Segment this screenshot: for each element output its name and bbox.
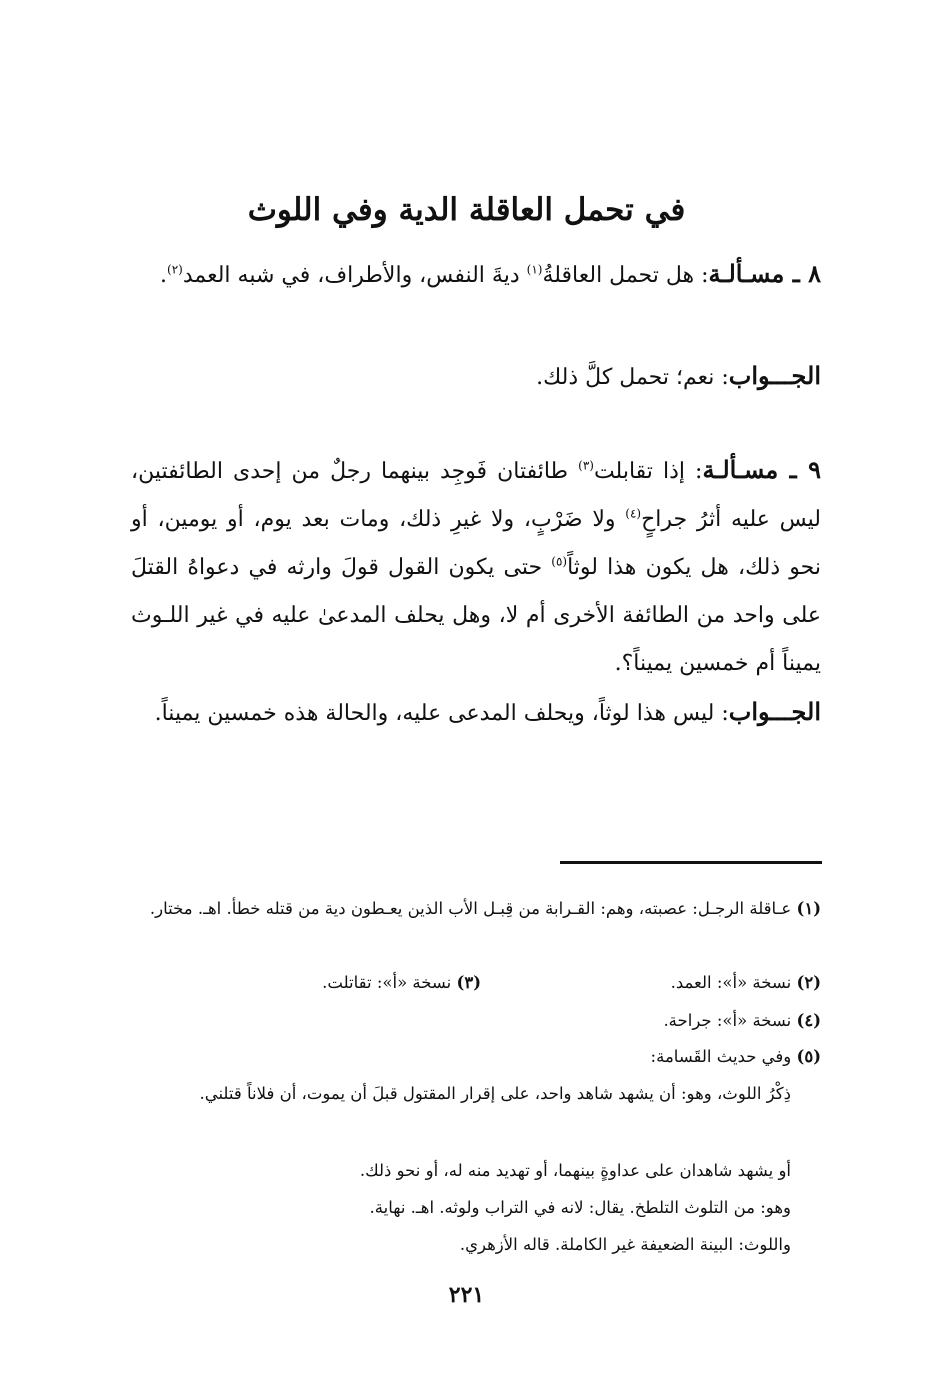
footnote-2-number: (٢) (796, 973, 821, 992)
question-8 (131, 250, 821, 300)
footnote-5-line-2: أو يشهد شاهدان على عداوةٍ بينهما، أو تهديد منه له، أو نحو ذلك. (359, 1161, 791, 1180)
footnote-separator (560, 861, 822, 864)
question-8-text-a: : هل تحمل العاقلةُ (542, 263, 709, 288)
question-9 (131, 446, 821, 688)
question-8-label: ٨ ـ مسـألـة (708, 259, 821, 288)
question-8-text-b: ديةَ النفس، والأطراف، في شبه العمد (182, 263, 527, 288)
footnote-2-text: نسخة «أ»: العمد. (670, 973, 792, 992)
answer-9-text: : ليس هذا لوثاً، ويحلف المدعى عليه، والحالة هذه خمسين يميناً. (154, 701, 729, 726)
question-9-text-a: : إذا تقابلت (593, 459, 703, 484)
question-9-text-c: ولا ضَرْبٍ، ولا غيرِ ذلك، ومات بعد يوم، أو يومين، أو نحو ذلك، هل يكون هذا لوثاً (131, 507, 822, 580)
footnote-2-3-row (131, 967, 821, 998)
footnote-ref-3: (٣) (578, 458, 594, 473)
footnote-5-line-4: واللوث: البينة الضعيفة غير الكاملة. قاله الأزهري. (459, 1235, 791, 1254)
footnote-3-number: (٣) (456, 973, 481, 992)
footnote-ref-2: (٢) (167, 262, 183, 277)
question-8-text-c: . (160, 263, 168, 288)
footnote-5-number: (٥) (796, 1047, 821, 1066)
footnote-5-text: وفي حديث القَسامة: (650, 1047, 792, 1066)
answer-8-label: الجـــواب (728, 361, 821, 390)
footnote-ref-1: (١) (526, 262, 543, 277)
question-9-text-d: حتى يكون القول قولَ وارثه في دعواهُ القتلَ على واحد من الطائفة الأخرى أم لا، وهل يحلف المدعىٰ عليه في غير اللـوث يميناً أم خمسين يميناً؟. (131, 555, 821, 676)
question-9-text-b: طائفتان فَوجِد بينهما رجلٌ من إحدى الطائفتين، ليس عليه أثرُ جراحٍ (131, 459, 822, 532)
footnote-3-text: نسخة «أ»: تقاتلت. (322, 973, 452, 992)
footnote-1 (131, 893, 821, 924)
footnote-5 (131, 1041, 821, 1072)
footnote-5-line-3: وهو: من التلوث التلطخ. يقال: لانه في التراب ولوثه. اهـ. نهاية. (369, 1198, 791, 1217)
answer-9 (131, 688, 821, 738)
footnote-3 (322, 967, 481, 998)
footnote-4 (131, 1005, 821, 1036)
footnote-4-number: (٤) (796, 1011, 821, 1030)
footnote-ref-5: (٥) (551, 554, 568, 569)
chapter-title: في تحمل العاقلة الدية وفي اللوث (247, 192, 686, 228)
footnote-1-number: (١) (796, 899, 821, 918)
footnote-5-line-1: ذِكْرُ اللوث، وهو: أن يشهد شاهد واحد، على إقرار المقتول قبلَ أن يموت، أن فلاناً قتلني. (199, 1084, 791, 1103)
page-number: ٢٢١ (448, 1282, 485, 1308)
answer-8-text: : نعم؛ تحمل كلَّ ذلك. (536, 365, 729, 390)
footnote-1-text: عـاقلة الرجـل: عصبته، وهم: القـرابة من قِبـل الأب الذين يعـطون دية من قتله خطأ. اهـ. مختار. (149, 899, 792, 918)
answer-8 (131, 352, 821, 402)
question-9-label: ٩ ـ مسـألـة (702, 455, 822, 484)
answer-9-label: الجـــواب (728, 697, 821, 726)
footnote-ref-4: (٤) (625, 506, 642, 521)
footnote-4-text: نسخة «أ»: جراحة. (663, 1011, 792, 1030)
